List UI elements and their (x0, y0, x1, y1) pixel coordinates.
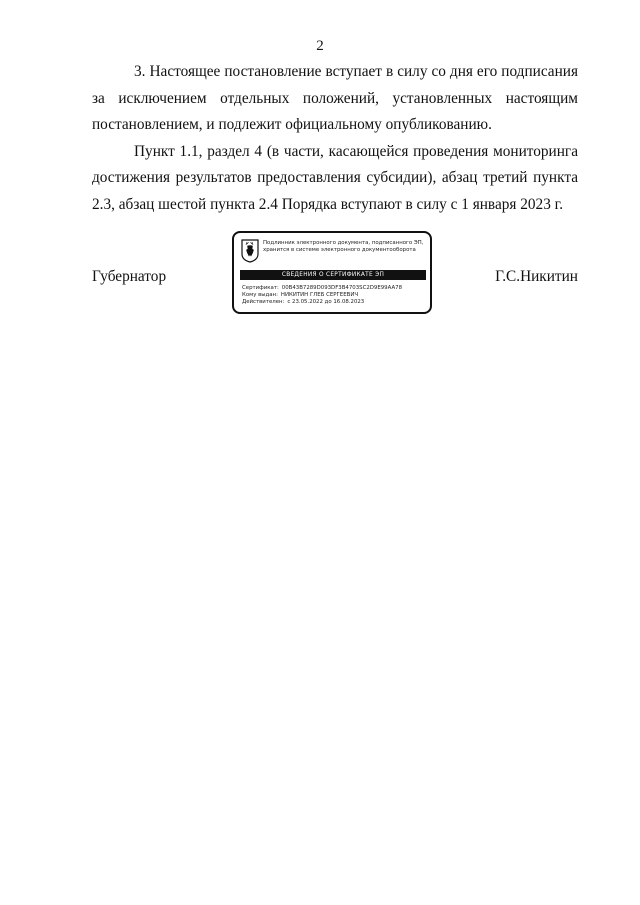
stamp-header-line: хранится в системе электронного документооборота (263, 247, 416, 253)
paragraph-effective-date: 3. Настоящее постановление вступает в силу со дня его подписания за исключением отдельных положений, установленных настоящим постановлением, и подлежит официальному опубликованию. (92, 63, 578, 133)
signatory-name: Г.С.Никитин (495, 268, 578, 285)
validity-row (242, 299, 428, 306)
electronic-signature-stamp (232, 231, 432, 314)
validity-label: Действителен: (242, 299, 285, 306)
page-number: 2 (316, 38, 324, 54)
stamp-header-line: Подлинник электронного документа, подписанного ЭП, (263, 240, 424, 246)
certificate-value: 00B43B7289D093DF3B4703SC2D9E99AA78 (281, 285, 402, 291)
issued-to-value: НИКИТИН ГЛЕБ СЕРГЕЕВИЧ (280, 292, 359, 299)
certificate-label: Сертификат: (242, 285, 279, 291)
signatory-position: Губернатор (92, 268, 167, 285)
certificate-row (242, 285, 428, 292)
stamp-band-title: СВЕДЕНИЯ О СЕРТИФИКАТЕ ЭП (240, 270, 426, 280)
stamp-details (242, 285, 428, 307)
stamp-header (263, 240, 428, 254)
issued-to-label: Кому выдан: (242, 292, 278, 299)
document-body (92, 59, 578, 218)
validity-value: с 23.05.2022 до 16.08.2023 (287, 299, 365, 306)
deer-emblem-icon (241, 239, 259, 263)
paragraph-exceptions: Пункт 1.1, раздел 4 (в части, касающейся проведения мониторинга достижения результатов предоставления субсидии), абзац третий пункта 2.3, абзац шестой пункта 2.4 Порядка вступают в силу с 1 января 2023 г. (92, 142, 578, 213)
